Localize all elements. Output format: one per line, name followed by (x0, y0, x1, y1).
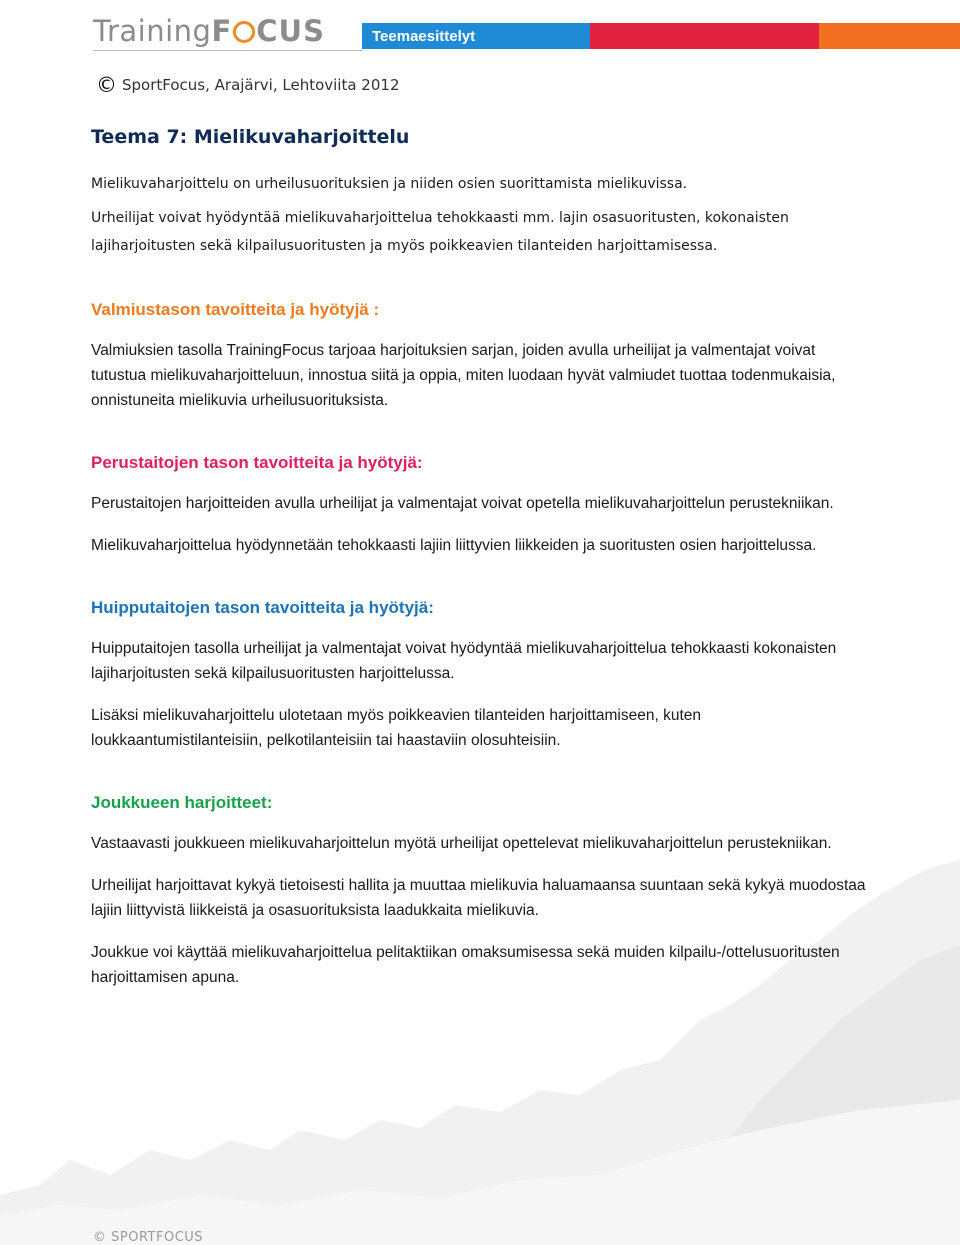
logo-focus-text-start: F (211, 14, 233, 48)
page-title: Teema 7: Mielikuvaharjoittelu (91, 126, 410, 148)
section-heading: Perustaitojen tason tavoitteita ja hyötyjä: (91, 453, 423, 472)
section-perustaidot (91, 453, 871, 558)
section-paragraph: Huipputaitojen tasolla urheilijat ja valmentajat voivat hyödyntää mielikuvaharjoittelua tehokkaasti kokonaisten lajiharjoitusten sekä kilpailusuoritusten harjoittelussa. (91, 640, 837, 682)
footer-brand-bold: FOCUS (156, 1230, 204, 1245)
red-bar (590, 23, 819, 49)
section-paragraph: Mielikuvaharjoittelua hyödynnetään tehokkaasti lajiin liittyvien liikkeiden ja suoritusten osien harjoittelussa. (91, 537, 817, 554)
copyright-icon: © (96, 73, 117, 97)
section-paragraph: Urheilijat harjoittavat kykyä tietoisesti hallita ja muuttaa mielikuvia haluamaansa suuntaan sekä kykyä muodostaa lajiin liittyvistä liikkeistä ja osasuorituksista laadukkaita mielikuvia. (91, 877, 866, 919)
copyright-text: SportFocus, Arajärvi, Lehtoviita 2012 (122, 76, 400, 94)
intro-paragraph: Urheilijat voivat hyödyntää mielikuvaharjoittelua tehokkaasti mm. lajin osasuoritusten, kokonaisten lajiharjoitusten sekä kilpailusuoritusten ja myös poikkeavien tilanteiden harjoittamisessa. (91, 210, 789, 254)
section-paragraph: Perustaitojen harjoitteiden avulla urheilijat ja valmentajat voivat opetella mielikuvaharjoittelun perustekniikan. (91, 495, 834, 512)
section-huipputaidot (91, 598, 871, 753)
header-color-bars (362, 23, 960, 49)
footer-brand-light: SPORT (111, 1230, 156, 1245)
orange-bar (819, 23, 960, 49)
section-paragraph: Joukkue voi käyttää mielikuvaharjoittelua pelitaktiikan omaksumisessa sekä muiden kilpailu-/ottelusuoritusten harjoittamisen apuna. (91, 944, 840, 986)
page-header (0, 0, 960, 110)
trainingfocus-logo (93, 14, 325, 48)
section-heading: Huipputaitojen tason tavoitteita ja hyötyjä: (91, 598, 434, 617)
section-valmiustaso (91, 300, 871, 413)
intro-paragraph: Mielikuvaharjoittelu on urheilusuorituksien ja niiden osien suorittamista mielikuvissa. (91, 176, 688, 192)
section-joukkue (91, 793, 871, 990)
logo-focus-text-end: CUS (256, 14, 325, 48)
intro-block (91, 170, 871, 260)
section-paragraph: Lisäksi mielikuvaharjoittelu ulotetaan myös poikkeavien tilanteiden harjoittamiseen, kuten loukkaantumistilanteisiin, pelkotilanteisiin tai haastaviin olosuhteisiin. (91, 707, 702, 749)
section-paragraph: Vastaavasti joukkueen mielikuvaharjoittelun myötä urheilijat opettelevat mielikuvaharjoittelun perustekniikan. (91, 835, 832, 852)
logo-divider (93, 50, 363, 51)
tab-label: Teemaesittelyt (372, 27, 476, 45)
section-paragraph: Valmiuksien tasolla TrainingFocus tarjoaa harjoituksien sarjan, joiden avulla urheilijat ja valmentajat voivat tutustua mielikuvaharjoitteluun, innostua siitä ja oppia, miten luodaan hyvät valmiudet tuottaa todenmukaisia, onnistuneita mielikuvia urheilusuorituksista. (91, 342, 836, 409)
sportfocus-footer-logo (93, 1230, 203, 1245)
logo-training-text: Training (93, 14, 212, 48)
footer-copyright-icon: © (93, 1230, 107, 1245)
copyright-line (96, 73, 400, 97)
logo-focus-ring-icon (233, 21, 255, 43)
section-heading: Joukkueen harjoitteet: (91, 793, 273, 812)
teemaesittelyt-tab (362, 23, 590, 49)
section-heading: Valmiustason tavoitteita ja hyötyjä : (91, 300, 380, 319)
document-body (91, 126, 871, 990)
